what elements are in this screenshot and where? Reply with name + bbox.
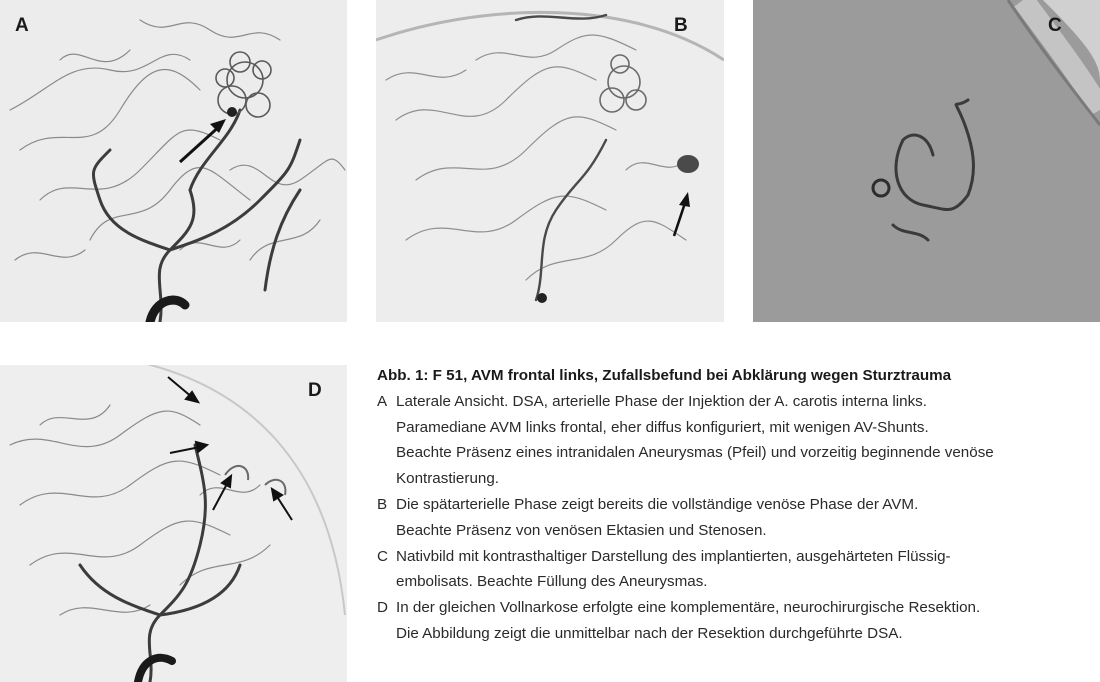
caption-item-letter: B bbox=[377, 495, 388, 513]
caption-title: Abb. 1: F 51, AVM frontal links, Zufallsbefund bei Abklärung wegen Sturztrauma bbox=[377, 367, 952, 384]
panel-c-label: C bbox=[1048, 15, 1062, 36]
caption-line: Beachte Präsenz eines intranidalen Aneurysmas (Pfeil) und vorzeitig beginnende venöse bbox=[396, 444, 994, 462]
caption-item-letter: A bbox=[377, 392, 388, 410]
caption-item-b bbox=[377, 492, 1092, 544]
caption-line: Beachte Präsenz von venösen Ektasien und Stenosen. bbox=[396, 521, 767, 539]
panel-a-angiogram bbox=[0, 0, 347, 322]
caption-line: embolisats. Beachte Füllung des Aneurysmas. bbox=[396, 573, 708, 591]
caption-line: Paramediane AVM links frontal, eher diffus konfiguriert, mit wenigen AV-Shunts. bbox=[396, 418, 929, 436]
caption-item-letter: C bbox=[377, 547, 388, 565]
angiogram-d-image bbox=[0, 365, 347, 682]
caption-line: Laterale Ansicht. DSA, arterielle Phase der Injektion der A. carotis interna links. bbox=[396, 392, 927, 410]
panel-b-label: B bbox=[674, 15, 688, 36]
caption-line: Nativbild mit kontrasthaltiger Darstellung des implantierten, ausgehärteten Flüssig- bbox=[396, 547, 951, 565]
figure-caption bbox=[377, 363, 1092, 647]
panel-a-label: A bbox=[15, 15, 29, 36]
panel-d-angiogram bbox=[0, 365, 347, 682]
caption-line: Kontrastierung. bbox=[396, 470, 499, 488]
panel-d-label: D bbox=[308, 380, 322, 401]
caption-item-letter: D bbox=[377, 599, 388, 617]
angiogram-a-image bbox=[0, 0, 347, 322]
caption-item-a bbox=[377, 389, 1092, 492]
caption-item-c bbox=[377, 544, 1092, 596]
caption-line: Die spätarterielle Phase zeigt bereits die vollständige venöse Phase der AVM. bbox=[396, 495, 919, 513]
panel-c-native-image bbox=[753, 0, 1100, 322]
caption-item-d bbox=[377, 595, 1092, 647]
caption-line: In der gleichen Vollnarkose erfolgte eine komplementäre, neurochirurgische Resektion. bbox=[396, 599, 981, 617]
panel-b-angiogram bbox=[376, 0, 724, 322]
native-c-image bbox=[753, 0, 1100, 322]
angiogram-b-image bbox=[376, 0, 724, 322]
caption-line: Die Abbildung zeigt die unmittelbar nach der Resektion durchgeführte DSA. bbox=[396, 624, 903, 642]
